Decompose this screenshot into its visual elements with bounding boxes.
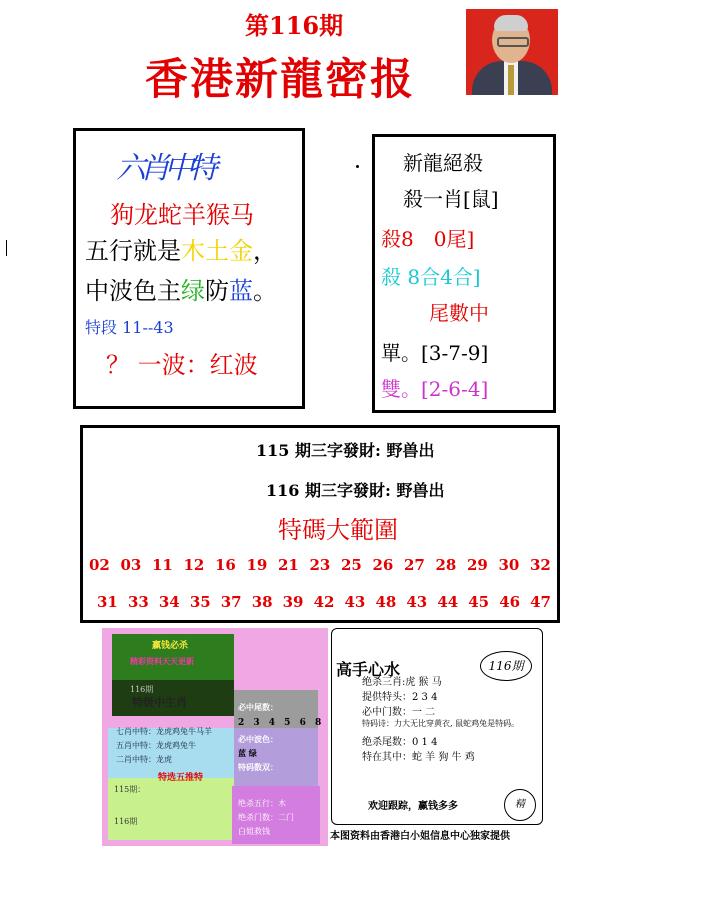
number: 32 bbox=[530, 556, 551, 574]
number: 28 bbox=[435, 556, 457, 574]
number: 26 bbox=[372, 556, 394, 574]
issue-bubble: 116期 bbox=[480, 651, 532, 681]
welcome-text: 欢迎跟踪，赢钱多多 bbox=[368, 801, 458, 812]
number: 30 bbox=[498, 556, 520, 574]
kill-zodiac: 殺一肖[鼠] bbox=[403, 187, 499, 211]
margin-mark bbox=[6, 240, 7, 256]
number: 23 bbox=[309, 556, 331, 574]
collage-banner: 赢钱必杀 精彩资料天天更新 bbox=[112, 634, 234, 692]
number: 27 bbox=[404, 556, 425, 574]
expert-line: 提供特头：2 3 4 bbox=[362, 692, 438, 703]
tail-heading: 尾數中 bbox=[429, 301, 489, 325]
expert-line: 绝杀三肖:虎 猴 马 bbox=[362, 677, 442, 688]
seven-zodiac: 七肖中特：龙虎鸡兔牛马羊 bbox=[116, 727, 212, 736]
one-wave-line: ？ 一波：红波 bbox=[106, 351, 258, 379]
double-tail: 雙。[2-6-4] bbox=[381, 377, 489, 401]
five-zodiac: 五肖中特：龙虎鸡兔牛 bbox=[116, 741, 196, 750]
tips-collage: 赢钱必杀 精彩资料天天更新 116期 特级中生肖 七肖中特：龙虎鸡兔牛马羊 五肖中特：龙虎鸡兔牛 二肖中特：龙虎 特选五推特 必中尾数： 2 3 4 5 6 8 必中波色： 蓝 绿 特码数双： 115期： 116期 绝杀五行：木 绝杀门数：二门 白姐救钱 bbox=[102, 628, 328, 846]
wave-color-line: 中波色主绿防蓝。 bbox=[85, 277, 277, 305]
expert-line: 绝杀尾数：0 1 4 bbox=[362, 737, 438, 748]
number: 33 bbox=[127, 593, 149, 611]
number: 46 bbox=[499, 593, 521, 611]
number: 29 bbox=[467, 556, 488, 574]
number: 48 bbox=[375, 593, 397, 611]
number: 45 bbox=[468, 593, 490, 611]
zodiac-list: 狗龙蛇羊猴马 bbox=[110, 201, 254, 229]
number: 43 bbox=[344, 593, 366, 611]
box-title: 六肖中特 bbox=[116, 151, 212, 186]
dot-mark bbox=[356, 165, 359, 168]
six-zodiac-box bbox=[73, 128, 305, 409]
number: 44 bbox=[437, 593, 459, 611]
number-row-2 bbox=[89, 593, 551, 611]
number: 37 bbox=[220, 593, 242, 611]
number: 03 bbox=[120, 556, 142, 574]
number: 42 bbox=[313, 593, 335, 611]
fortune-115: 115 期三字發財: 野兽出 bbox=[256, 441, 435, 460]
number: 16 bbox=[215, 556, 236, 574]
two-zodiac: 二肖中特：龙虎 bbox=[116, 755, 172, 764]
badge-icon: 精 bbox=[504, 789, 536, 821]
number: 25 bbox=[341, 556, 362, 574]
special-range-box bbox=[80, 425, 560, 623]
kill-sum: 殺 8合4合] bbox=[381, 265, 481, 289]
kill-box bbox=[372, 134, 556, 413]
kill-tail: 殺8 0尾] bbox=[381, 227, 475, 251]
number: 21 bbox=[278, 556, 299, 574]
footer-credit: 本图资料由香港白小姐信息中心独家提供 bbox=[330, 831, 510, 842]
expert-tips-box bbox=[331, 628, 543, 825]
fortune-116: 116 期三字發財: 野兽出 bbox=[266, 481, 445, 500]
expert-line: 必中门数：一 二 bbox=[362, 707, 436, 718]
kill-title: 新龍絕殺 bbox=[403, 151, 483, 175]
number-row-1 bbox=[89, 556, 551, 574]
number: 11 bbox=[152, 556, 173, 574]
number: 47 bbox=[530, 593, 551, 611]
five-elements-line: 五行就是木土金， bbox=[85, 237, 277, 265]
number: 19 bbox=[246, 556, 268, 574]
number: 31 bbox=[97, 593, 118, 611]
expert-poem: 特码诗：力大无比穿黄衣, 鼠蛇鸡兔是特码。 bbox=[362, 719, 520, 728]
expert-vertical-title: 高手心水 bbox=[336, 660, 401, 679]
number: 02 bbox=[89, 556, 110, 574]
portrait-photo bbox=[466, 9, 558, 95]
page-title: 香港新龍密报 bbox=[145, 55, 415, 105]
featured-label: 特选五推特 bbox=[158, 773, 204, 783]
collage-heading: 特级中生肖 bbox=[132, 696, 187, 709]
issue-number: 第116期 bbox=[245, 11, 344, 40]
number: 35 bbox=[189, 593, 211, 611]
number: 38 bbox=[251, 593, 273, 611]
expert-line: 特在其中：蛇 羊 狗 牛 鸡 bbox=[362, 752, 475, 763]
number: 34 bbox=[158, 593, 180, 611]
number: 39 bbox=[282, 593, 304, 611]
single-tail: 單。[3-7-9] bbox=[381, 341, 489, 365]
number: 43 bbox=[406, 593, 428, 611]
number: 12 bbox=[183, 556, 205, 574]
special-range: 特段 11--43 bbox=[85, 318, 174, 337]
range-heading: 特碼大範圍 bbox=[278, 516, 398, 544]
